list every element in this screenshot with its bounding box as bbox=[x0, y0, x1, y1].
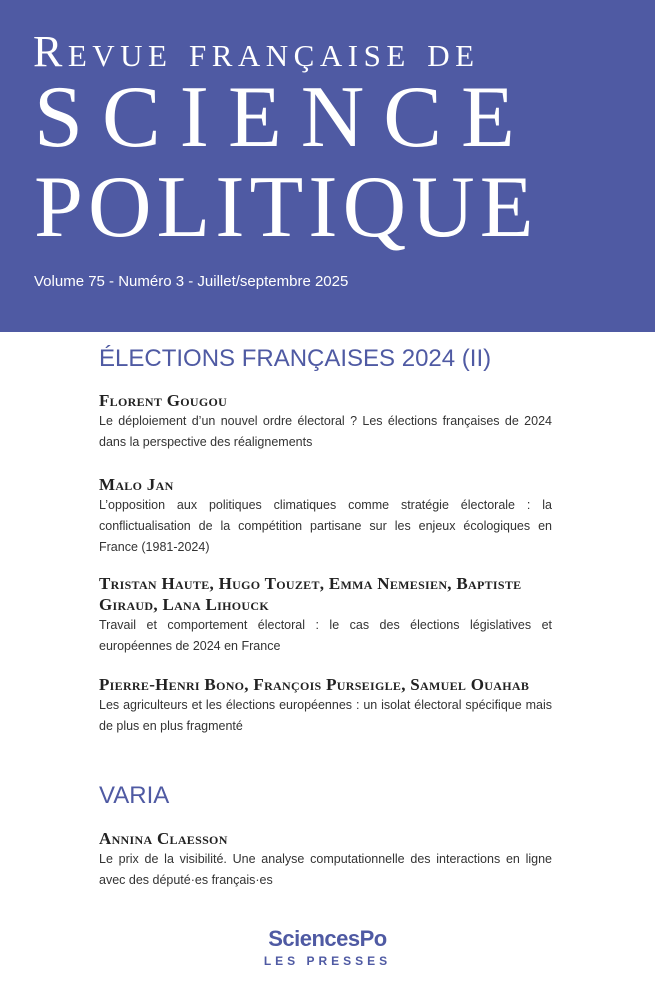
article-bono bbox=[99, 674, 552, 737]
section-heading-elections: ÉLECTIONS FRANÇAISES 2024 (II) bbox=[99, 345, 492, 372]
article-title: Le déploiement d’un nouvel ordre électoral ? Les élections françaises de 2024 dans la perspective des réalignements bbox=[99, 414, 552, 449]
article-authors: Malo Jan bbox=[99, 475, 174, 494]
article-title: Le prix de la visibilité. Une analyse computationnelle des interactions en ligne avec des député·es français·es bbox=[99, 852, 552, 887]
publisher-subtitle: LES PRESSES bbox=[263, 954, 392, 968]
article-title: L’opposition aux politiques climatiques comme stratégie électorale : la conflictualisation de la compétition partisane sur les enjeux écologiques en France (1981-2024) bbox=[99, 498, 552, 554]
issue-info: Volume 75 - Numéro 3 - Juillet/septembre 2025 bbox=[34, 273, 349, 290]
journal-title-line3: POLITIQUE bbox=[34, 159, 539, 256]
article-authors: Pierre-Henri Bono, François Purseigle, Samuel Ouahab bbox=[99, 675, 530, 694]
section-heading-varia: VARIA bbox=[99, 782, 170, 809]
article-title: Les agriculteurs et les élections européennes : un isolat électoral spécifique mais de plus en plus fragmenté bbox=[99, 698, 552, 733]
journal-banner bbox=[0, 0, 655, 332]
article-title: Travail et comportement électoral : le cas des élections législatives et européennes de 2024 en France bbox=[99, 618, 552, 653]
article-authors: Tristan Haute, Hugo Touzet, Emma Nemesien, Baptiste Giraud, Lana Lihouck bbox=[99, 574, 522, 614]
journal-title-line2: SCIENCE bbox=[34, 69, 534, 166]
article-gougou bbox=[99, 390, 552, 453]
article-authors: Florent Gougou bbox=[99, 391, 228, 410]
article-haute bbox=[99, 573, 552, 657]
article-authors: Annina Claesson bbox=[99, 829, 228, 848]
publisher-name: SciencesPo bbox=[268, 926, 387, 951]
article-jan bbox=[99, 474, 552, 558]
journal-title-line1: Revue française de bbox=[33, 27, 480, 76]
publisher-logo bbox=[0, 926, 655, 969]
article-claesson bbox=[99, 828, 552, 891]
